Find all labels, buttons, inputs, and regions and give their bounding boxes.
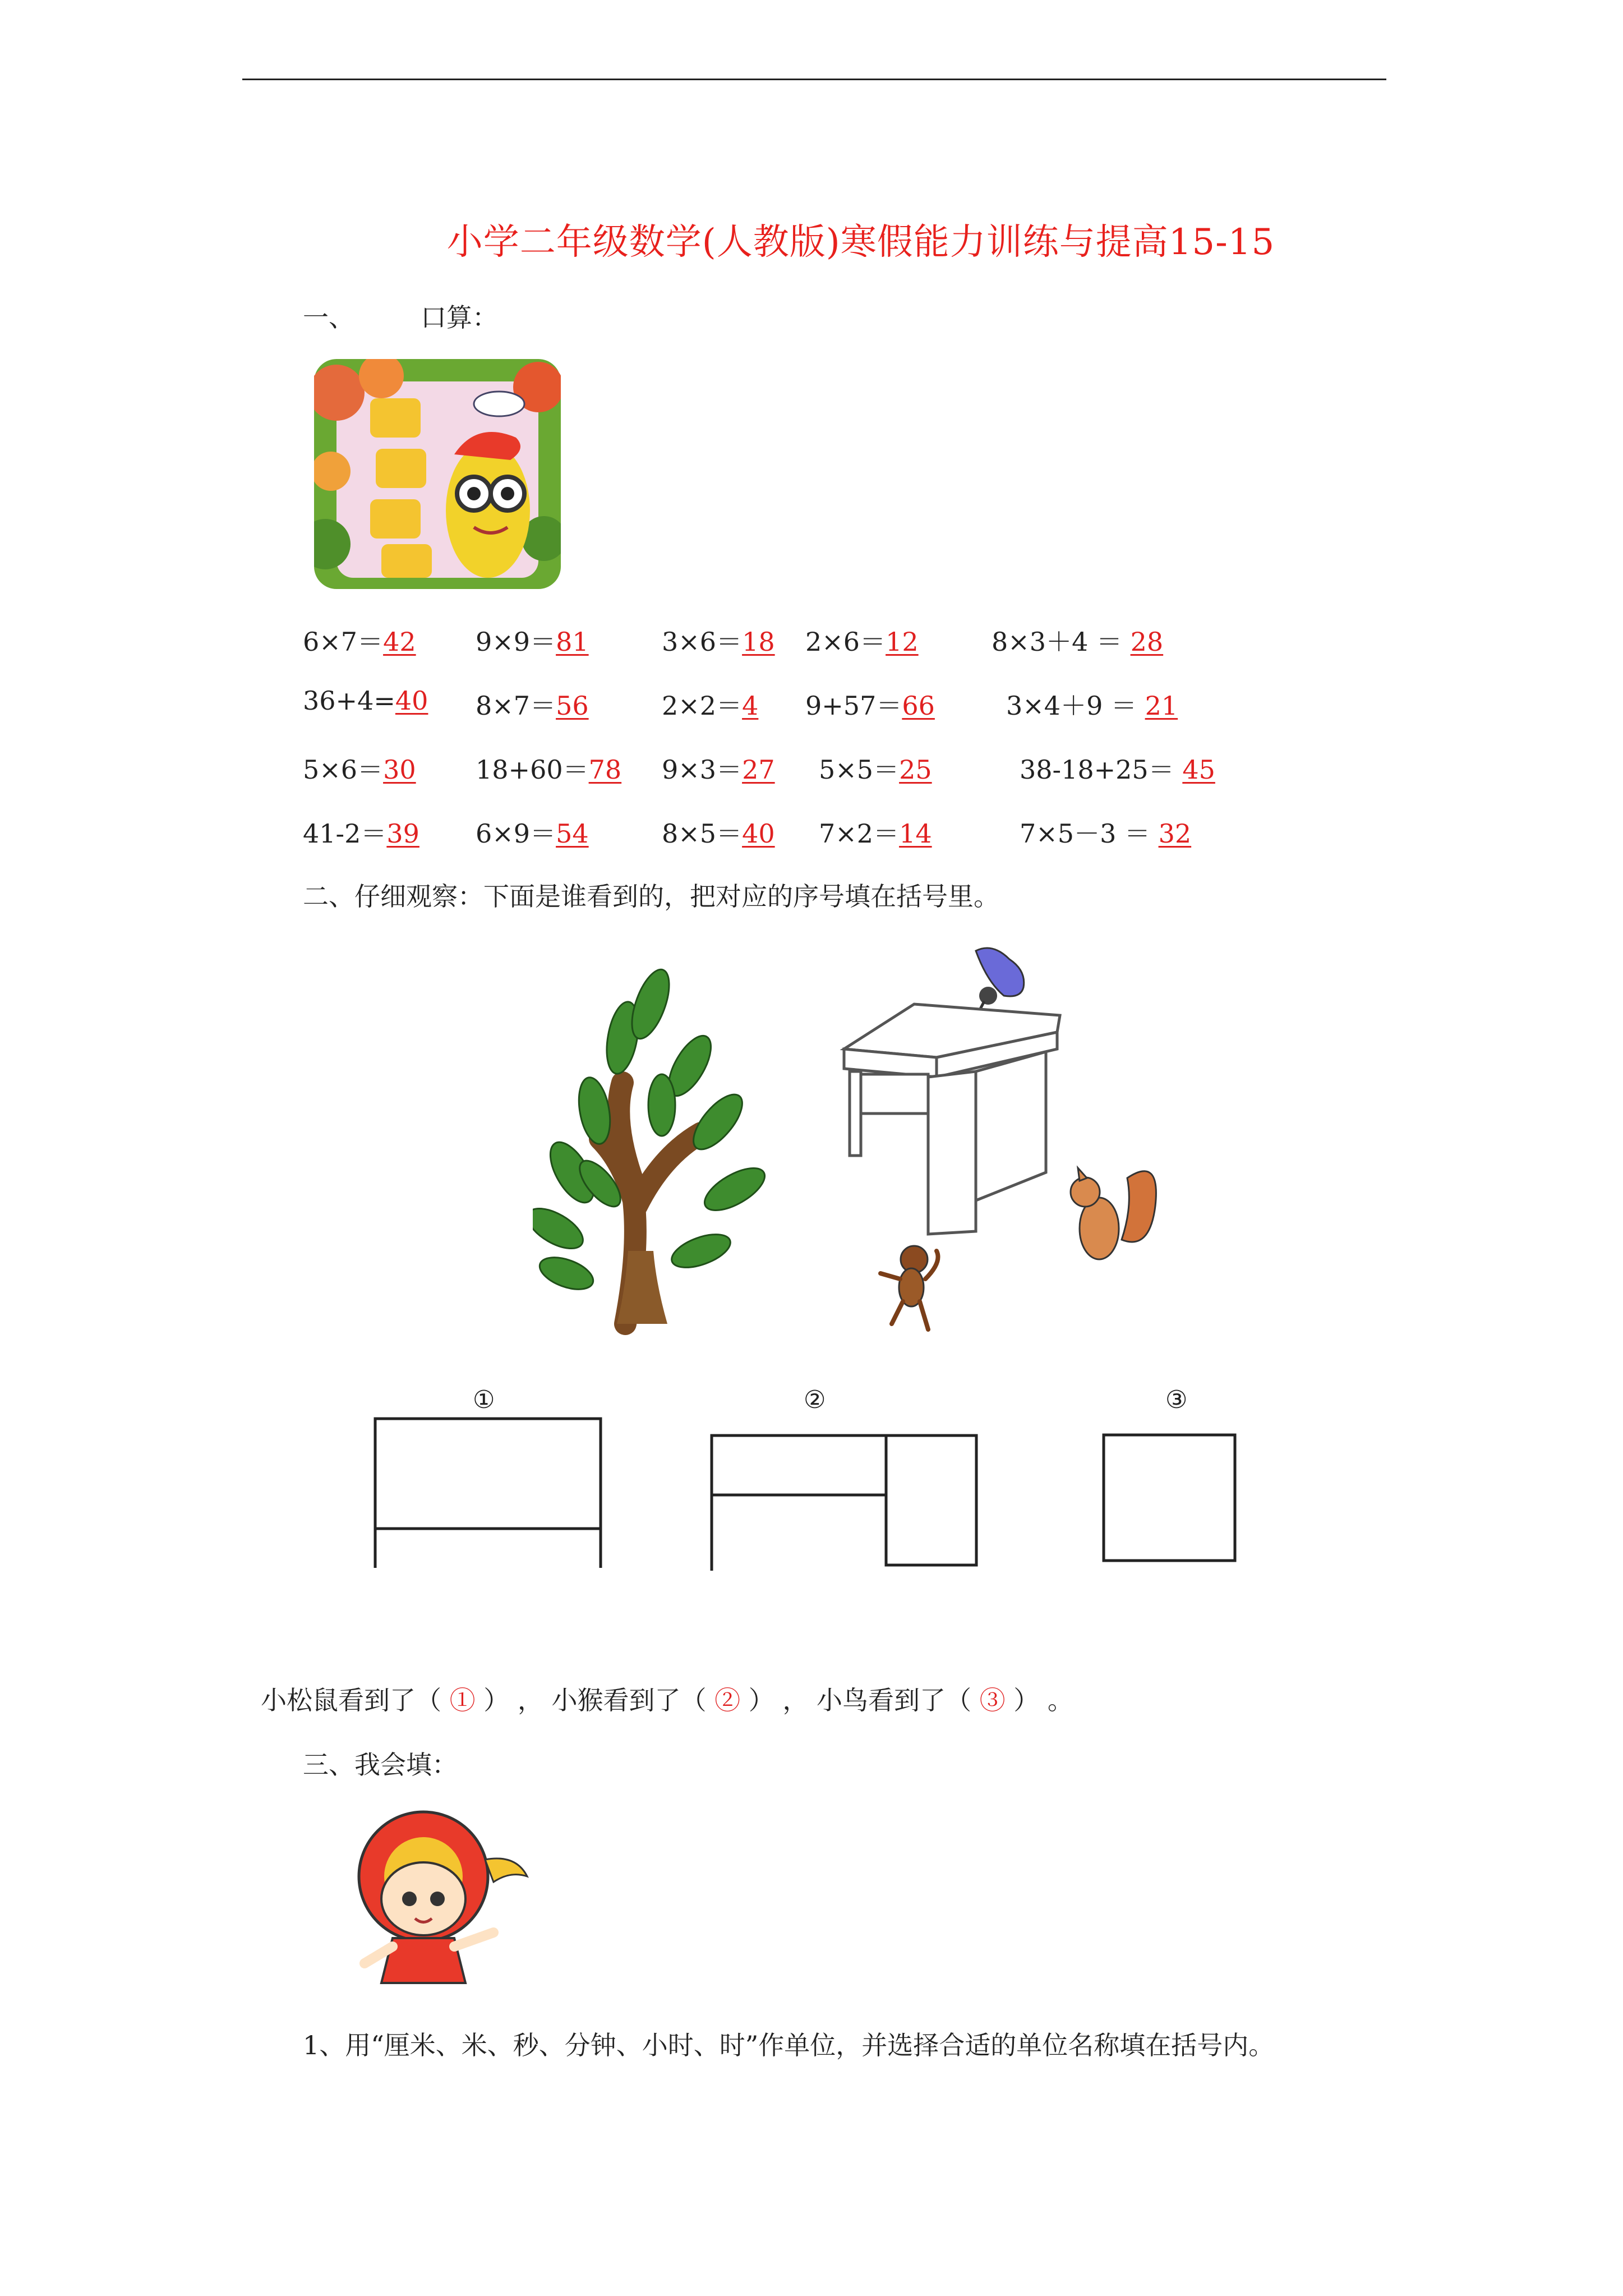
squirrel-icon — [1071, 1168, 1156, 1259]
answers-end: ） 。 — [1013, 1685, 1073, 1715]
calc-item: 36+4=40 — [303, 685, 428, 716]
calc-item: 8×5＝40 — [662, 818, 775, 849]
calc-item: 9+57＝66 — [805, 691, 935, 721]
section1-label: 口算： — [421, 302, 498, 333]
calc-item: 7×2＝14 — [819, 818, 932, 849]
view-1-drawing — [373, 1416, 603, 1568]
desk-icon — [844, 1004, 1060, 1234]
cartoon-girl-illustration — [325, 1803, 550, 1994]
calc-item: 18+60＝78 — [476, 754, 622, 785]
bird-prefix: ） ， 小鸟看到了（ — [748, 1685, 971, 1715]
calc-item: 7×5－3 ＝ 32 — [1020, 818, 1192, 849]
calc-item: 3×6＝18 — [662, 627, 775, 657]
calc-item: 8×3＋4 ＝ 28 — [992, 627, 1164, 657]
view-label-3: ③ — [1165, 1386, 1188, 1414]
calc-item: 6×9＝54 — [476, 818, 589, 849]
calc-item: 2×2＝4 — [662, 691, 759, 721]
section1-number: 一、 — [303, 302, 354, 333]
question-1: 1、用“厘米、米、秒、分钟、小时、时”作单位，并选择合适的单位名称填在括号内。 — [303, 2030, 1275, 2060]
monkey-icon — [880, 1246, 938, 1329]
bird-answer: ③ — [979, 1685, 1006, 1715]
header-rule — [242, 79, 1386, 80]
calc-item: 2×6＝12 — [805, 627, 919, 657]
calc-item: 9×3＝27 — [662, 754, 775, 785]
calc-item: 5×6＝30 — [303, 754, 416, 785]
calc-item: 38-18+25＝ 45 — [1020, 754, 1215, 785]
view-label-1: ① — [473, 1386, 495, 1414]
section3-heading: 三、我会填： — [303, 1750, 458, 1780]
squirrel-answer: ① — [449, 1685, 476, 1715]
scene-illustration — [533, 937, 1178, 1341]
calc-item: 9×9＝81 — [476, 627, 589, 657]
view-label-2: ② — [804, 1386, 826, 1414]
view-3-drawing — [1102, 1433, 1237, 1562]
page-title: 小学二年级数学(人教版)寒假能力训练与提高15-15 — [446, 222, 1275, 263]
calc-item: 3×4＋9 ＝ 21 — [1006, 691, 1178, 721]
calc-item: 5×5＝25 — [819, 754, 932, 785]
view-2-drawing — [709, 1433, 979, 1571]
calc-item: 6×7＝42 — [303, 627, 416, 657]
monkey-answer: ② — [714, 1685, 741, 1715]
tree-icon — [533, 965, 771, 1324]
calc-item: 41-2＝39 — [303, 818, 419, 849]
cartoon-pencil-illustration — [314, 359, 561, 589]
monkey-prefix: ） ， 小猴看到了（ — [483, 1685, 707, 1715]
observation-answers — [261, 1680, 1073, 1717]
calc-item: 8×7＝56 — [476, 691, 589, 721]
bird-icon — [976, 948, 1024, 1015]
squirrel-prefix: 小松鼠看到了（ — [261, 1685, 441, 1715]
section2-heading: 二、仔细观察：下面是谁看到的，把对应的序号填在括号里。 — [303, 881, 999, 912]
